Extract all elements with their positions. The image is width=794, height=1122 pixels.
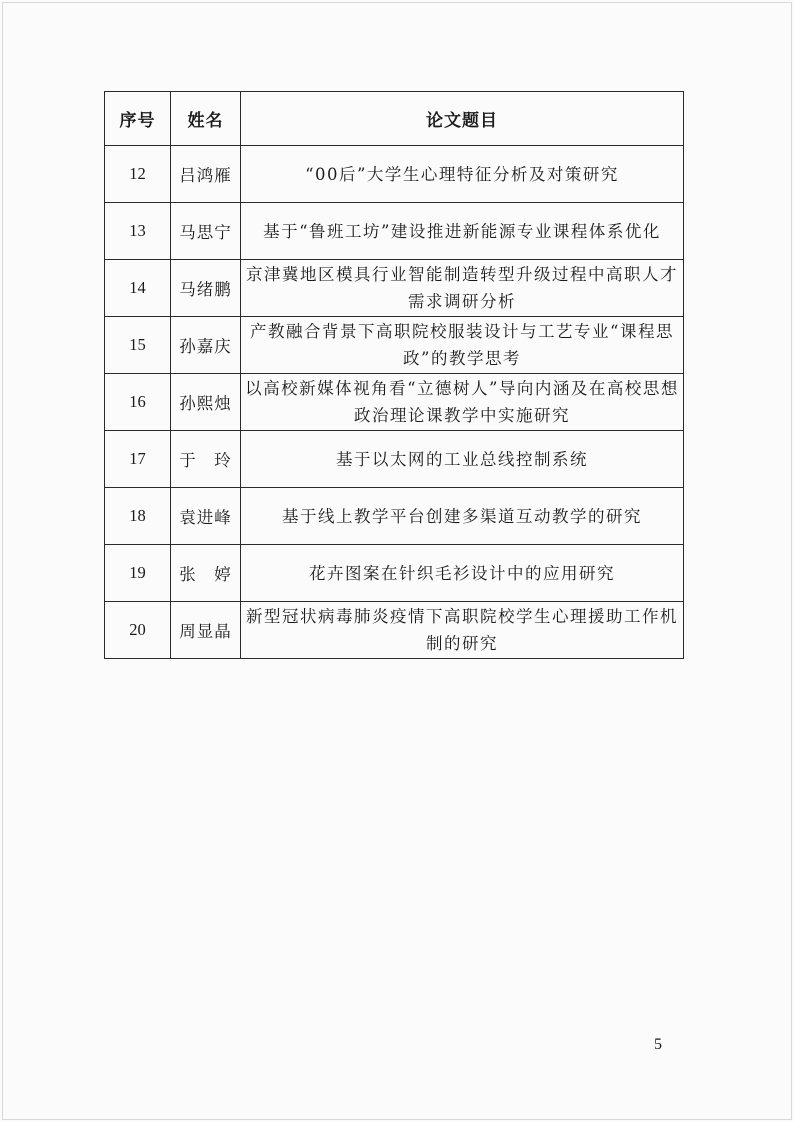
table-row <box>105 602 684 659</box>
row-title: “00后”大学生心理特征分析及对策研究 <box>241 146 684 203</box>
row-title: 以高校新媒体视角看“立德树人”导向内涵及在高校思想政治理论课教学中实施研究 <box>241 374 684 431</box>
row-index: 12 <box>105 146 171 203</box>
row-title: 基于线上教学平台创建多渠道互动教学的研究 <box>241 488 684 545</box>
row-name: 孙嘉庆 <box>171 317 241 374</box>
table-row <box>105 431 684 488</box>
table-row <box>105 146 684 203</box>
row-title: 新型冠状病毒肺炎疫情下高职院校学生心理援助工作机制的研究 <box>241 602 684 659</box>
header-index: 序号 <box>105 92 171 146</box>
row-name: 马思宁 <box>171 203 241 260</box>
table-row <box>105 260 684 317</box>
row-index: 17 <box>105 431 171 488</box>
row-index: 14 <box>105 260 171 317</box>
row-index: 15 <box>105 317 171 374</box>
row-index: 18 <box>105 488 171 545</box>
header-title: 论文题目 <box>241 92 684 146</box>
row-title: 京津冀地区模具行业智能制造转型升级过程中高职人才需求调研分析 <box>241 260 684 317</box>
table-row <box>105 488 684 545</box>
row-title: 基于“鲁班工坊”建设推进新能源专业课程体系优化 <box>241 203 684 260</box>
row-title: 基于以太网的工业总线控制系统 <box>241 431 684 488</box>
row-title: 产教融合背景下高职院校服装设计与工艺专业“课程思政”的教学思考 <box>241 317 684 374</box>
table-header-row <box>105 92 684 146</box>
row-index: 13 <box>105 203 171 260</box>
row-index: 19 <box>105 545 171 602</box>
table-row <box>105 545 684 602</box>
row-title: 花卉图案在针织毛衫设计中的应用研究 <box>241 545 684 602</box>
row-index: 20 <box>105 602 171 659</box>
paper-list-table <box>104 91 684 659</box>
row-index: 16 <box>105 374 171 431</box>
header-name: 姓名 <box>171 92 241 146</box>
row-name: 周显晶 <box>171 602 241 659</box>
table-row <box>105 317 684 374</box>
row-name: 吕鸿雁 <box>171 146 241 203</box>
row-name: 袁进峰 <box>171 488 241 545</box>
row-name: 孙熙烛 <box>171 374 241 431</box>
row-name: 马绪鹏 <box>171 260 241 317</box>
row-name: 于 玲 <box>171 431 241 488</box>
page-number: 5 <box>654 1036 662 1053</box>
table-row <box>105 203 684 260</box>
row-name: 张 婷 <box>171 545 241 602</box>
table-row <box>105 374 684 431</box>
